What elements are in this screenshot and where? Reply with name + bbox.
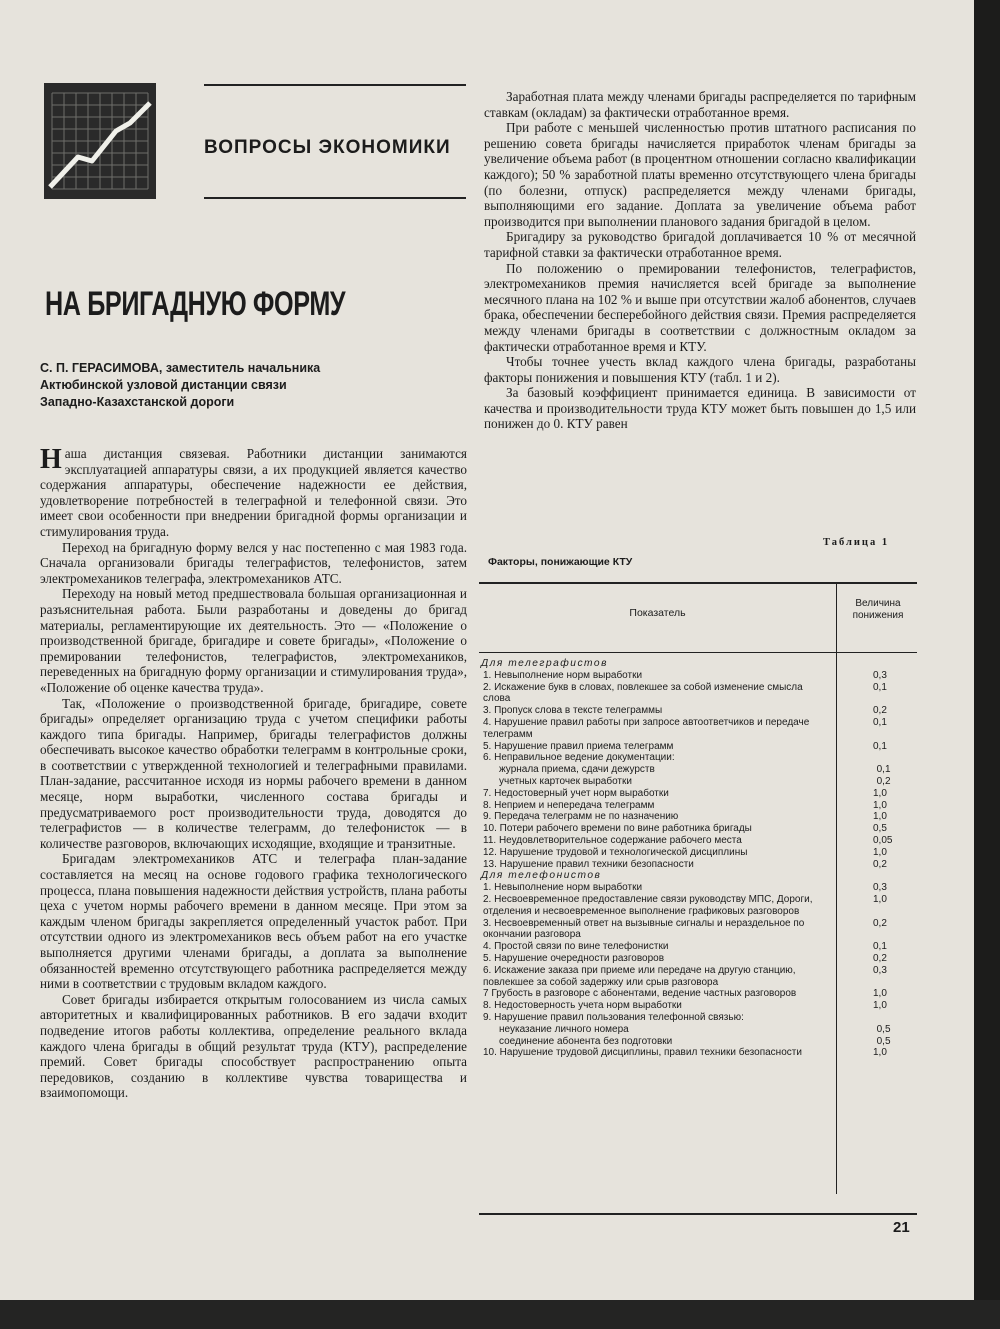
paragraph: Чтобы точнее учесть вклад каждого члена бригады, разработаны факторы понижения и повышения КТУ (табл. 1 и 2). — [484, 354, 916, 385]
section-logo — [44, 83, 156, 199]
table-row — [481, 1024, 919, 1036]
table-cell-value: 1,0 — [873, 988, 887, 1000]
table-cell-value — [821, 1012, 917, 1024]
table-cell-indicator: 6. Неправильное ведение документации: — [483, 752, 675, 764]
paragraph: По положению о премировании телефонистов, телеграфистов, электромехаников премия начисляется всей бригаде за выполнение месячного плана на 102 % и выше при отсутствии жалоб абонентов, случаев брака, обеспечении бесперебойного действия связи. Премия распределяется между членами бригады в соответствии с должностным окладом за фактически отработанное время и КТУ. — [484, 260, 916, 354]
table-cell-indicator: 7 Грубость в разговоре с абонентами, ведение частных разговоров — [483, 988, 797, 1000]
table-cell-value: 0,5 — [873, 823, 887, 835]
dropcap: Н — [40, 444, 62, 475]
table-row — [481, 705, 919, 717]
table-row — [481, 941, 919, 953]
table-cell-value: 1,0 — [873, 893, 887, 905]
paragraph: Совет бригады избирается открытым голосованием из числа самых авторитетных и квалифицированных работников. В его задачи входит подведение итогов работы коллектива, определение реального вклада каждого члена бригады в общий результат труда (КТУ), распределение премий. Совет бригады способствует распространению опыта передовиков, созданию в коллективе чувства товарищества и взаимопомощи. — [40, 991, 467, 1101]
table-cell-value: 0,05 — [873, 834, 893, 846]
author-railway: Западно-Казахстанской дороги — [40, 395, 235, 409]
table-rows-telegraph — [481, 670, 919, 871]
table-header-value: Величина понижения — [852, 598, 904, 621]
table-cell-value: 0,2 — [873, 705, 887, 717]
table-cell-indicator: 3. Несвоевременный ответ на вызывные сигналы и нераздельное по окончании разговора — [483, 917, 805, 941]
table-cell-value: 1,0 — [873, 787, 887, 799]
table-cell-value: 0,1 — [873, 740, 887, 752]
table-cell-value: 0,2 — [876, 775, 891, 787]
table-row — [481, 988, 919, 1000]
table-row — [481, 953, 919, 965]
table-cell-indicator: 2. Искажение букв в словах, повлекшее за собой изменение смысла слова — [483, 681, 803, 705]
table-cell-indicator: 12. Нарушение трудовой и технологической дисциплины — [483, 846, 748, 858]
table-row — [481, 918, 919, 942]
table-cell-value: 0,2 — [873, 917, 887, 929]
table-row — [481, 682, 919, 706]
table-rule-top — [479, 582, 917, 584]
table-cell-indicator: 4. Нарушение правил работы при запросе автоответчиков и передаче телеграмм — [483, 716, 810, 740]
table-cell-indicator: 7. Недостоверный учет норм выработки — [483, 787, 669, 799]
table-row — [481, 859, 919, 871]
paragraph: За базовый коэффициент принимается единица. В зависимости от качества и производительности труда КТУ может быть повышен до 1,5 или понижен до 0. КТУ равен — [484, 385, 916, 432]
table-body — [481, 658, 919, 1059]
table-label: Таблица 1 — [823, 537, 890, 548]
paragraph: Заработная плата между членами бригады распределяется по тарифным ставкам (окладам) за фактически отработанное время. — [484, 89, 916, 120]
table-cell-indicator: 11. Неудовлетворительное содержание рабочего места — [483, 834, 742, 846]
table-cell-indicator: 5. Нарушение правил приема телеграмм — [483, 740, 674, 752]
page-shadow-right — [974, 0, 1000, 1329]
table-row — [481, 788, 919, 800]
table-row — [481, 965, 919, 989]
paragraph: Так, «Положение о производственной бригаде, бригадире, совете бригады» определяет организацию труда с учетом специфики работы каждого типа бригады. Например, бригады телеграфистов должны обеспечивать высокое качество обработки телеграмм в контрольные сроки, в соответствии с утвержденной технологией и телеграфными правилами. План-задание, рассчитанное исходя из нормы рабочего времени в данном месяце, норм выработки, численного состава бригады и предусматриваемого рост производительности труда, доводятся до телеграфистов — в количестве телеграмм, до телефонисток — в количестве разговоров, включающих исходящие, входящие и транзитные. — [40, 695, 467, 851]
table-cell-value: 0,3 — [873, 882, 887, 894]
table-cell-indicator: 9. Передача телеграмм не по назначению — [483, 811, 679, 823]
table-group-phone: Для телефонистов — [481, 870, 602, 882]
table-row — [481, 1036, 919, 1048]
table-cell-value: 0,1 — [873, 716, 887, 728]
table-cell-indicator: учетных карточек выработки — [499, 775, 632, 787]
table-rule-bottom — [479, 1213, 917, 1215]
table-cell-indicator: 4. Простой связи по вине телефонистки — [483, 941, 669, 953]
table-cell-value: 0,1 — [873, 941, 887, 953]
paragraph: Бригадам электромехаников АТС и телеграфа план-задание составляется на месяц на основе годового графика технологического процесса, плана повышения надежности действия устройств, плана работы цеха с учетом нормы рабочего времени в данном месяце. При этом за каждым членом бригады закрепляется определенный участок работ. При отсутствии одного из электромехаников весь объем работ на его участке выполняется другими членами бригады, а доплата за выполнение обязанностей временно отсутствующего работника распределяется между ними в соответствии с трудовым вкладом каждого. — [40, 851, 467, 992]
table-cell-indicator: 1. Невыполнение норм выработки — [483, 882, 643, 894]
rising-graph-icon — [44, 83, 156, 199]
table-cell-indicator: 9. Нарушение правил пользования телефонной связью: — [483, 1011, 744, 1023]
table-row — [481, 670, 919, 682]
table-cell-indicator: журнала приема, сдачи дежурств — [499, 764, 655, 776]
table-row — [481, 847, 919, 859]
table-cell-value: 1,0 — [873, 1000, 887, 1012]
table-cell-value: 0,1 — [873, 681, 887, 693]
section-title: ВОПРОСЫ ЭКОНОМИКИ — [204, 137, 451, 158]
byline — [40, 360, 470, 411]
article-body-right-column — [484, 89, 916, 432]
table-cell-indicator: 5. Нарушение очередности разговоров — [483, 952, 665, 964]
table-row — [481, 1000, 919, 1012]
table-row — [481, 717, 919, 741]
table-header-indicator: Показатель — [629, 607, 686, 619]
table-cell-value: 0,1 — [876, 764, 891, 776]
table-cell-indicator: соединение абонента без подготовки — [499, 1035, 673, 1047]
table-cell-value: 0,2 — [873, 858, 887, 870]
table-row — [481, 882, 919, 894]
table-caption: Факторы, понижающие КТУ — [488, 556, 633, 568]
table-group-telegraph: Для телеграфистов — [481, 658, 608, 669]
paragraph: Переходу на новый метод предшествовала большая организационная и разъяснительная работа. Были разработаны и доведены до бригад материалы, регламентирующие их деятельность. Это — «Положение о производственной бригаде, бригадире и совете бригады», «Положение о премировании телефонистов, телеграфистов, электромехаников, переведенных на бригадную форму организации и стимулирования труда», «Положение об оценке качества труда». — [40, 586, 467, 695]
table-cell-indicator: 3. Пропуск слова в тексте телеграммы — [483, 705, 663, 717]
table-cell-value: 0,2 — [873, 952, 887, 964]
table-cell-value: 1,0 — [873, 846, 887, 858]
paragraph: При работе с меньшей численностью против штатного расписания по решению совета бригады начисляется приработок членам бригады за увеличение объема работ (в процентном отношении согласно квалификации каждого); 50 % заработной платы временно отсутствующего члена бригады (по болезни, отпуск) распределяется между членами бригады, выполняющими его задание. Доплата за увеличение объема работ производится при выполнении планового задания бригадой в целом. — [484, 120, 916, 229]
table-cell-indicator: 8. Неприем и непередача телеграмм — [483, 799, 655, 811]
paragraph: Наша дистанция связевая. Работники дистанции занимаются эксплуатацией аппаратуры связи, а их продукцией является качество содержания аппаратуры, обеспечение надежности ее действия, удовлетворение потребностей в телеграфной и телефонной связи. Это имеет свои особенности при внедрении бригадной формы организации и стимулирования труда. — [40, 444, 467, 539]
page-shadow-bottom — [0, 1300, 1000, 1329]
table-row — [481, 741, 919, 753]
section-rule-bottom — [204, 197, 466, 199]
table-row — [481, 1012, 919, 1024]
table-row — [481, 1047, 919, 1059]
table-cell-indicator: неуказание личного номера — [499, 1023, 629, 1035]
table-cell-value: 0,3 — [873, 669, 887, 681]
table-cell-value: 1,0 — [873, 811, 887, 823]
table-row — [481, 752, 919, 764]
table-cell-value: 1,0 — [873, 1047, 887, 1059]
author-role: заместитель начальника — [162, 361, 321, 375]
article-body-left-column — [40, 446, 467, 1101]
table-row — [481, 835, 919, 847]
author-name: С. П. ГЕРАСИМОВА, — [40, 361, 163, 375]
table-rows-phone — [481, 882, 919, 1059]
table-cell-value: 0,3 — [873, 964, 887, 976]
table-rule-header — [479, 652, 917, 653]
table-cell-indicator: 6. Искажение заказа при приеме или передаче на другую станцию, повлекшее за собой задержку или срыв разговора — [483, 964, 796, 988]
table-cell-indicator: 2. Несвоевременное предоставление связи руководству МПС, Дороги, отделения и несвоевременное выполнение графиковых разговоров — [483, 893, 813, 917]
table-row — [481, 776, 919, 788]
table-cell-value: 0,5 — [876, 1035, 891, 1047]
table-cell-indicator: 10. Нарушение трудовой дисциплины, правил техники безопасности — [483, 1047, 802, 1059]
table-row — [481, 764, 919, 776]
table-cell-value: 0,5 — [876, 1023, 891, 1035]
paragraph: Бригадиру за руководство бригадой доплачивается 10 % от месячной тарифной ставки за фактически отработанное время. — [484, 229, 916, 260]
table-cell-indicator: 10. Потери рабочего времени по вине работника бригады — [483, 823, 752, 835]
table-cell-indicator: 8. Недостоверность учета норм выработки — [483, 1000, 682, 1012]
table-cell-value: 1,0 — [873, 799, 887, 811]
table-row — [481, 800, 919, 812]
table-cell-indicator: 13. Нарушение правил техники безопасности — [483, 858, 694, 870]
page-number: 21 — [893, 1219, 910, 1236]
table-cell-indicator: 1. Невыполнение норм выработки — [483, 669, 643, 681]
table-row — [481, 811, 919, 823]
article-title: НА БРИГАДНУЮ ФОРМУ — [45, 285, 346, 323]
section-rule-top — [204, 84, 466, 86]
table-cell-value — [821, 752, 917, 764]
author-organization: Актюбинской узловой дистанции связи — [40, 378, 287, 392]
paragraph: Переход на бригадную форму велся у нас постепенно с мая 1983 года. Сначала организовали бригады телеграфистов, телефонистов, затем электромехаников телеграфа, электромехаников АТС. — [40, 539, 467, 586]
table-row — [481, 823, 919, 835]
table-row — [481, 894, 919, 918]
